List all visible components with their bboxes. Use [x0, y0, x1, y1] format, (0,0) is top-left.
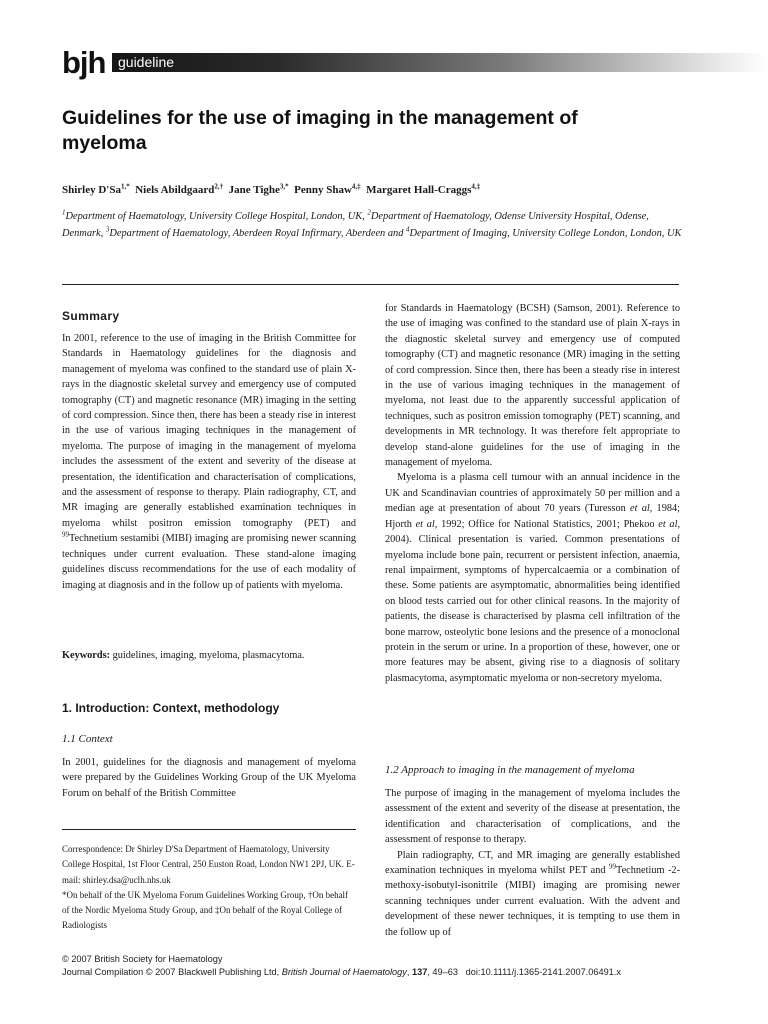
- approach-body: [385, 786, 680, 940]
- paragraph-techniques: Plain radiography, CT, and MR imaging are generally established examination techniques in myeloma whilst PET and $^{99}$Technetium -2-methoxy-isobutyl-isonitrile (MIBI) imaging are promising newer scanning techniques under current evaluation. With the advent and development of these newer techniques, it is tempting to use them in the follow up of: [385, 849, 680, 938]
- keywords-label: Keywords:: [62, 650, 111, 661]
- subsection-heading-approach: 1.2 Approach to imaging in the management of myeloma: [385, 764, 635, 776]
- author-list: [62, 183, 702, 197]
- citation-line: Journal Compilation © 2007 Blackwell Publishing Ltd, British Journal of Haematology, 137, 49–63 doi:10.1111/j.1365-2141.2007.06491.x: [62, 967, 621, 977]
- keywords-text: guidelines, imaging, myeloma, plasmacytoma.: [112, 650, 305, 661]
- journal-banner: [62, 45, 766, 80]
- journal-logo: bjh: [62, 45, 106, 80]
- copyright-line: © 2007 British Society for Haematology: [62, 954, 223, 964]
- subsection-heading-context: 1.1 Context: [62, 733, 113, 745]
- author-1: Shirley $D'Sa^{1,*}$: [62, 182, 130, 196]
- group-notes: *On behalf of the UK Myeloma Forum Guidelines Working Group, †On behalf of the Nordic Myeloma Study Group, and ‡On behalf of the Royal College of Radiologists: [62, 889, 349, 931]
- correspondence-note: [62, 842, 356, 934]
- correspondence-divider: [62, 829, 356, 830]
- paragraph-bcsh: for Standards in Haematology (BCSH) (Samson, 2001). Reference to the use of imaging was confined to the standard use of plain X-rays in the diagnostic skeletal survey and emergency use of computed tomography (CT) and magnetic resonance (MR) imaging in the setting of cord compression. Since then, there has been a steady rise in interest in the use of various imaging techniques in the management of myeloma, not least due to the apparently successful application of techniques, such as positron emission tomography (PET) scanning, and developments in MR technology. It was therefore felt appropriate to develop stand-alone guidelines for the use of imaging in the management of myeloma.: [385, 303, 680, 469]
- right-column-text: [385, 301, 680, 686]
- paragraph-myeloma: Myeloma is a plasma cell tumour with an annual incidence in the UK and Scandinavian countries of approximately 50 per million and a median age at presentation of about 70 years (Turesson et al, 1984; Hjorth et al, 1992; Office for National Statistics, 2001; Phekoo et al, 2004). Clinical presentation is varied. Common presentations of myeloma include bone pain, recurrent or persistent infection, anaemia, renal impairment, symptoms of hypercalcaemia or a combination of these. Some patients are asymptomatic, abnormalities being identified on blood tests carried out for other clinical reasons. In the majority of patients, the disease is characterised by plasma cell infiltration of the bone marrow, osteolytic bone lesions and the presence of a monoclonal protein in the serum or urine. In a proportion of these, however, one or more features may be absent, giving rise to a diagnosis of solitary plasmacytoma, asymptomatic myeloma or non-secretory myeloma.: [385, 472, 681, 684]
- page-footer: [62, 953, 762, 979]
- summary-heading: Summary: [62, 309, 120, 323]
- header-divider: [62, 284, 679, 285]
- author-5: Margaret Hall-Craggs$^{4,\ddagger}$: [366, 182, 481, 196]
- author-4: Penny Shaw$^{4,\ddagger}$: [294, 182, 361, 196]
- paragraph-purpose: The purpose of imaging in the management of myeloma includes the assessment of the extent and severity of the disease at presentation, the identification and characterisation of complications, and the assessment of response to therapy.: [385, 788, 680, 846]
- author-3: Jane Tighe$^{3,*}$: [228, 182, 289, 196]
- correspondence-address: Correspondence: Dr Shirley D'Sa Department of Haematology, University College Hospital, 1st Floor Central, 250 Euston Road, London NW1 2PJ, UK. E-mail: shirley.dsa@uclh.nhs.uk: [62, 844, 355, 885]
- affiliations: $^1$Department of Haematology, University College Hospital, London, UK, $^2$Department of Haematology, Odense University Hospital, Odense, Denmark, $^3$Department of Haematology, Aberdeen Royal Infirmary, Aberdeen and $^4$Department of Imaging, University College London, London, UK: [62, 208, 682, 239]
- doi: doi:10.1111/j.1365-2141.2007.06491.x: [465, 967, 621, 977]
- section-band: [112, 53, 766, 72]
- keywords: [62, 648, 356, 663]
- section-label: guideline: [118, 54, 175, 70]
- context-body: In 2001, guidelines for the diagnosis and management of myeloma were prepared by the Guidelines Working Group of the UK Myeloma Forum on behalf of the British Committee: [62, 757, 356, 799]
- section-heading-introduction: 1. Introduction: Context, methodology: [62, 701, 280, 715]
- article-title: Guidelines for the use of imaging in the management of myeloma: [62, 107, 578, 154]
- summary-body: In 2001, reference to the use of imaging in the British Committee for Standards in Haematology guidelines for the diagnosis and management of myeloma was confined to the standard use of plain X-rays in the diagnostic skeletal survey and emergency use of computed tomography (CT) and magnetic resonance (MR) imaging in the setting of cord compression. Since then, there has been a steady rise in interest in the use of various imaging techniques in the management of myeloma. The purpose of imaging in the management of myeloma includes the assessment of the extent and severity of the disease at presentation, the identification and characterisation of complications, and the assessment of response to therapy. Plain radiography, CT, and MR imaging are generally established examination techniques in myeloma whilst positron emission tomography (PET) and $^{99}$Technetium sestamibi (MIBI) imaging are promising newer scanning techniques under current evaluation. These stand-alone imaging guidelines discuss recommendations for the use of each modality of imaging at diagnosis and in the follow up of patients with myeloma.: [62, 333, 356, 591]
- author-2: Niels Abildgaard$^{2,\dagger}$: [135, 182, 224, 196]
